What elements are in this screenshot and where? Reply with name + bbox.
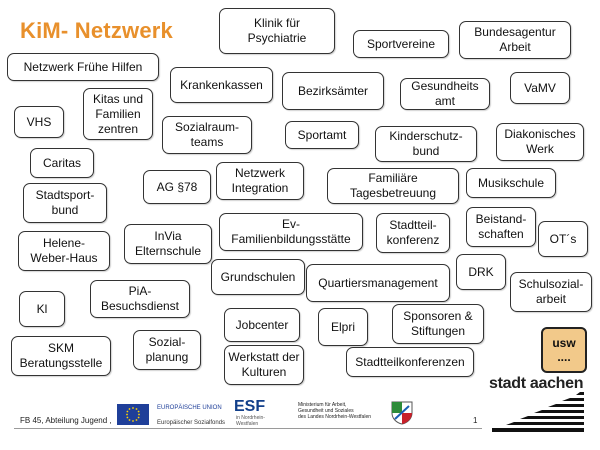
node-ots: OT´s xyxy=(538,221,588,257)
esf-logo: ESF xyxy=(234,398,266,415)
node-beistandschaften: Beistand- schaften xyxy=(466,207,536,247)
usw-box xyxy=(541,327,587,373)
node-vhs: VHS xyxy=(14,106,64,138)
node-kl: Kl xyxy=(19,291,65,327)
node-quartiersmanagement: Quartiersmanagement xyxy=(306,264,450,302)
node-stadtteilkonferenz: Stadtteil- konferenz xyxy=(376,213,450,253)
node-sportvereine: Sportvereine xyxy=(353,30,449,58)
node-helene-weber-haus: Helene- Weber-Haus xyxy=(18,231,110,271)
node-stadtsportbund: Stadtsport- bund xyxy=(23,183,107,223)
node-caritas: Caritas xyxy=(30,148,94,178)
node-invia-elternschule: InVia Elternschule xyxy=(124,224,212,264)
footer-divider xyxy=(14,428,482,429)
eu-fund-label: Europäischer Sozialfonds xyxy=(157,420,226,426)
node-netzwerk-fruehe-hilfen: Netzwerk Frühe Hilfen xyxy=(7,53,159,81)
eu-union-label: EUROPÄISCHE UNION xyxy=(157,405,222,411)
eu-flag-icon xyxy=(117,404,149,425)
node-werkstatt-kulturen: Werkstatt der Kulturen xyxy=(224,345,304,385)
ministry-label: Ministerium für Arbeit, Gesundheit und Soziales des Landes Nordrhein-Westfalen xyxy=(298,402,372,420)
node-gesundheitsamt: Gesundheits amt xyxy=(400,78,490,110)
node-stadtteilkonferenzen: Stadtteilkonferenzen xyxy=(346,347,474,377)
node-grundschulen: Grundschulen xyxy=(211,259,305,295)
node-bundesagentur-arbeit: Bundesagentur Arbeit xyxy=(459,21,571,59)
esf-sub-line1: in Nordrhein- xyxy=(236,415,265,421)
node-netzwerk-integration: Netzwerk Integration xyxy=(216,162,304,200)
node-skm-beratungsstelle: SKM Beratungsstelle xyxy=(11,336,111,376)
node-kitas-familienzentren: Kitas und Familien zentren xyxy=(83,88,153,140)
node-schulsozialarbeit: Schulsozial- arbeit xyxy=(510,272,592,312)
node-pia-besuchsdienst: PiA- Besuchsdienst xyxy=(90,280,190,318)
node-ev-familienbildungsstaette: Ev- Familienbildungsstätte xyxy=(219,213,363,251)
stadt-aachen-stripes-icon xyxy=(492,392,584,432)
usw-dots: .... xyxy=(557,350,571,364)
nrw-shield-icon xyxy=(391,401,413,425)
esf-subtitle xyxy=(236,415,265,427)
node-diakonisches-werk: Diakonisches Werk xyxy=(496,123,584,161)
page-number: 1 xyxy=(473,416,478,425)
node-sozialplanung: Sozial- planung xyxy=(133,330,201,370)
page-title: KiM- Netzwerk xyxy=(20,18,173,43)
node-elpri: Elpri xyxy=(318,308,368,346)
node-sportamt: Sportamt xyxy=(285,121,359,149)
node-familiaere-tagesbetreuung: Familiäre Tagesbetreuung xyxy=(327,168,459,204)
node-sozialraumteams: Sozialraum- teams xyxy=(162,116,252,154)
usw-label: usw xyxy=(552,336,576,350)
node-klinik-psychiatrie: Klinik für Psychiatrie xyxy=(219,8,335,54)
node-krankenkassen: Krankenkassen xyxy=(170,67,273,103)
node-ag-78: AG §78 xyxy=(143,170,211,204)
node-drk: DRK xyxy=(456,254,506,290)
node-musikschule: Musikschule xyxy=(466,168,556,198)
node-bezirksaemter: Bezirksämter xyxy=(282,72,384,110)
stadt-aachen-logo: stadt aachen xyxy=(489,375,584,392)
node-jobcenter: Jobcenter xyxy=(224,308,300,342)
esf-sub-line2: Westfalen xyxy=(236,421,259,427)
footer-department: FB 45, Abteilung Jugend , xyxy=(20,416,112,425)
node-kinderschutzbund: Kinderschutz- bund xyxy=(375,126,477,162)
node-sponsoren-stiftungen: Sponsoren & Stiftungen xyxy=(392,304,484,344)
node-vamv: VaMV xyxy=(510,72,570,104)
